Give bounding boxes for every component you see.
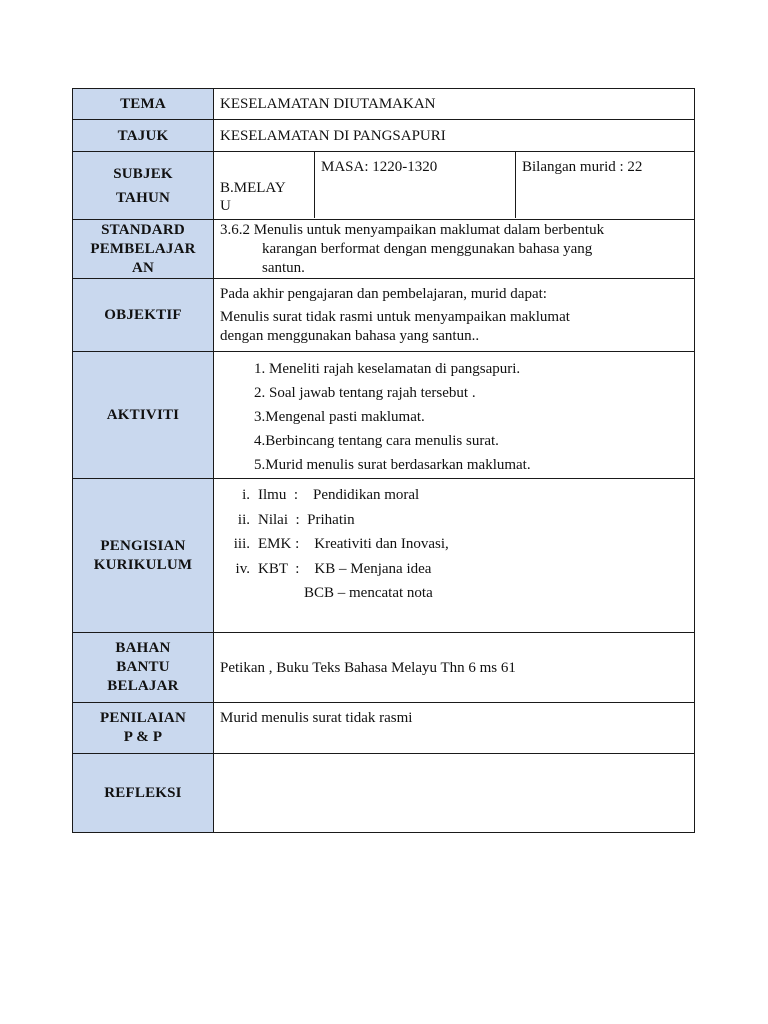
pengisian-item-text: Nilai : Prihatin <box>258 511 355 528</box>
row-penilaian <box>73 703 695 754</box>
row-aktiviti <box>73 352 695 479</box>
bahan-value: Petikan , Buku Teks Bahasa Melayu Thn 6 ms 61 <box>220 659 516 676</box>
row-refleksi <box>73 754 695 833</box>
bilangan-cell <box>516 152 695 218</box>
pengisian-value-cell <box>214 479 695 633</box>
bahan-value-cell <box>214 633 695 703</box>
row-pengisian <box>73 479 695 633</box>
objektif-line2: dengan menggunakan bahasa yang santun.. <box>220 328 480 344</box>
row-subjek <box>73 152 695 220</box>
standard-label-cell <box>73 220 214 279</box>
penilaian-value-cell <box>214 703 695 754</box>
row-objektif <box>73 279 695 352</box>
bahan-label-line1: BAHAN <box>115 640 171 656</box>
subjek-label: SUBJEK <box>113 165 173 182</box>
subjek-detail-cell <box>214 152 695 220</box>
aktiviti-item: 2. Soal jawab tentang rajah tersebut . <box>254 385 476 401</box>
standard-value-cell <box>214 220 695 279</box>
objektif-line1: Menulis surat tidak rasmi untuk menyampaikan maklumat <box>220 309 570 325</box>
penilaian-label-line1: PENILAIAN <box>100 710 186 726</box>
bahan-label-cell <box>73 633 214 703</box>
pengisian-item <box>220 508 694 533</box>
refleksi-value <box>214 754 694 758</box>
pengisian-list <box>214 479 694 581</box>
pengisian-label-line1: PENGISIAN <box>100 537 186 554</box>
pengisian-item-text: EMK : Kreativiti dan Inovasi, <box>258 536 449 552</box>
penilaian-label-cell <box>73 703 214 754</box>
objektif-value-cell <box>214 279 695 352</box>
row-tema <box>73 89 695 120</box>
pengisian-item <box>220 483 694 508</box>
bahan-label-line2: BANTU <box>116 659 170 675</box>
standard-label-line3: AN <box>131 259 155 276</box>
bilangan-murid-value: Bilangan murid : 22 <box>522 159 643 175</box>
pengisian-extra: BCB – mencatat nota <box>304 585 433 601</box>
penilaian-value: Murid menulis surat tidak rasmi <box>220 710 413 726</box>
refleksi-label: REFLEKSI <box>73 754 214 833</box>
pengisian-label-line2: KURIKULUM <box>93 556 193 573</box>
masa-value: MASA: 1220-1320 <box>321 159 438 175</box>
pengisian-label-cell <box>73 479 214 633</box>
subjek-split <box>214 152 694 218</box>
lesson-plan-table <box>72 88 695 833</box>
refleksi-value-cell <box>214 754 695 833</box>
pengisian-item-number: ii. <box>237 511 250 528</box>
aktiviti-list <box>214 352 694 477</box>
aktiviti-value-cell <box>214 352 695 479</box>
tajuk-value: KESELAMATAN DI PANGSAPURI <box>220 127 446 144</box>
row-bahan <box>73 633 695 703</box>
tajuk-label: TAJUK <box>73 120 214 152</box>
standard-line1: 3.6.2 Menulis untuk menyampaikan maklumat dalam berbentuk <box>220 222 605 238</box>
standard-line3: santun. <box>262 260 305 276</box>
aktiviti-label: AKTIVITI <box>73 352 214 479</box>
standard-label-line1: STANDARD <box>101 221 185 238</box>
row-standard <box>73 220 695 279</box>
standard-line2: karangan berformat dengan menggunakan bahasa yang <box>262 241 593 257</box>
masa-cell <box>315 152 516 218</box>
objektif-label: OBJEKTIF <box>73 279 214 352</box>
subjek-value-line1: B.MELAY <box>220 180 286 196</box>
objektif-intro: Pada akhir pengajaran dan pembelajaran, murid dapat: <box>220 286 547 302</box>
tema-value: KESELAMATAN DIUTAMAKAN <box>220 96 436 112</box>
aktiviti-item: 1. Meneliti rajah keselamatan di pangsapuri. <box>254 361 521 377</box>
pengisian-item <box>220 532 694 557</box>
pengisian-item-number: iv. <box>235 560 250 577</box>
tema-value-cell <box>214 89 695 120</box>
row-tajuk <box>73 120 695 152</box>
pengisian-item-number: i. <box>242 487 250 503</box>
subjek-label-cell <box>73 152 214 220</box>
pengisian-item-text: Ilmu : Pendidikan moral <box>258 487 420 503</box>
aktiviti-item: 3.Mengenal pasti maklumat. <box>254 409 425 425</box>
pengisian-item-text: KBT : KB – Menjana idea <box>258 560 432 577</box>
tema-label: TEMA <box>73 89 214 120</box>
penilaian-label-line2: P & P <box>123 729 163 745</box>
tajuk-value-cell <box>214 120 695 152</box>
pengisian-item <box>220 557 694 582</box>
pengisian-item-number: iii. <box>233 536 250 552</box>
aktiviti-item: 4.Berbincang tentang cara menulis surat. <box>254 433 499 449</box>
tahun-label: TAHUN <box>115 189 171 206</box>
subjek-value-line2: U <box>220 198 231 214</box>
subjek-value-cell <box>214 152 315 218</box>
aktiviti-item: 5.Murid menulis surat berdasarkan maklumat. <box>254 457 531 473</box>
bahan-label-line3: BELAJAR <box>107 678 179 694</box>
standard-label-line2: PEMBELAJAR <box>90 240 196 257</box>
